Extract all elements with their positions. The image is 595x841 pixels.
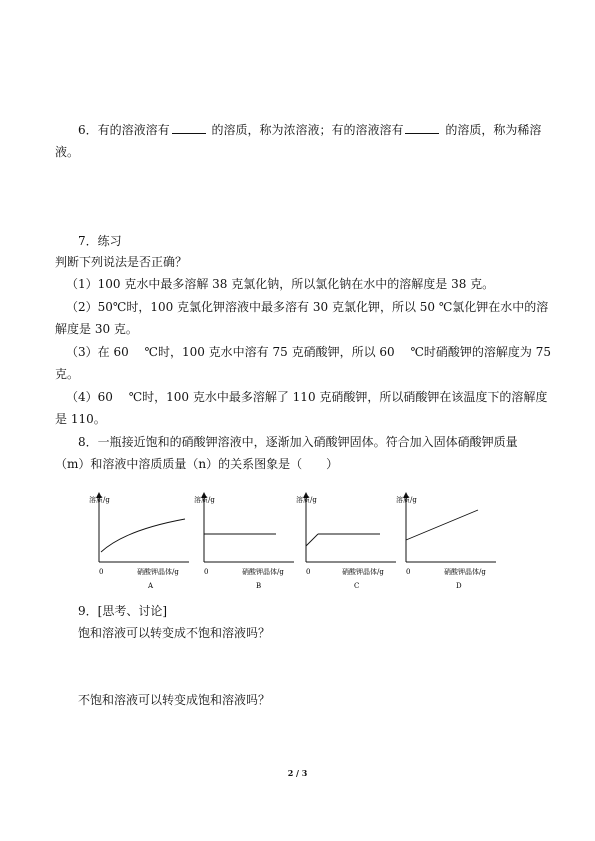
graph-a-origin: 0 bbox=[99, 568, 104, 576]
q8-line1: 8．一瓶接近饱和的硝酸钾溶液中，逐渐加入硝酸钾固体。符合加入固体硝酸钾质量 bbox=[78, 435, 518, 449]
graph-b-origin: 0 bbox=[204, 568, 209, 576]
graph-c-origin: 0 bbox=[306, 568, 311, 576]
q6-blank-1 bbox=[172, 122, 206, 134]
q7-statement-3a: （3）在 60 ℃时，100 克水中溶有 75 克硝酸钾，所以 60 ℃时硝酸钾的溶解度为 75 bbox=[66, 345, 551, 359]
q7-statement-4a: （4）60 ℃时，100 克水中最多溶解了 110 克硝酸钾，所以硝酸钾在该温度下的溶解度 bbox=[66, 390, 548, 404]
q7-statement-2b: 解度是 30 克。 bbox=[55, 322, 138, 336]
graph-b-xlabel: 硝酸钾晶体/g bbox=[242, 568, 284, 576]
graph-a-letter: A bbox=[148, 582, 154, 590]
q7-title: 7．练习 bbox=[78, 234, 122, 248]
graph-d-letter: D bbox=[456, 582, 462, 590]
graph-c-ylabel: 溶质/g bbox=[296, 496, 317, 504]
graph-d-ylabel: 溶质/g bbox=[396, 496, 417, 504]
q6-line1 bbox=[78, 122, 541, 138]
q7-statement-2a: （2）50℃时，100 克氯化钾溶液中最多溶有 30 克氯化钾，所以 50 ℃氯化钾在水中的溶 bbox=[66, 300, 549, 314]
q9-question-1: 饱和溶液可以转变成不饱和溶液吗？ bbox=[78, 626, 271, 640]
graph-d-xlabel: 硝酸钾晶体/g bbox=[444, 568, 486, 576]
graph-a-ylabel: 溶质/g bbox=[89, 496, 110, 504]
graph-b-letter: B bbox=[256, 582, 262, 590]
q7-statement-3b: 克。 bbox=[55, 367, 80, 381]
q6-blank-2 bbox=[405, 122, 439, 134]
graph-d-origin: 0 bbox=[406, 568, 411, 576]
graph-b bbox=[190, 490, 300, 594]
graph-c-letter: C bbox=[354, 582, 360, 590]
q7-statement-4b: 是 110。 bbox=[55, 412, 106, 426]
graph-a-xlabel: 硝酸钾晶体/g bbox=[137, 568, 179, 576]
q9-question-2: 不饱和溶液可以转变成饱和溶液吗？ bbox=[78, 693, 271, 707]
graph-c bbox=[292, 490, 402, 594]
q6-text-b: 的溶质，称为浓溶液；有的溶液溶有 bbox=[211, 123, 404, 137]
q9-title: 9．[思考、讨论] bbox=[78, 604, 167, 618]
q7-intro: 判断下列说法是否正确？ bbox=[55, 255, 188, 269]
q6-text-a: 6．有的溶液溶有 bbox=[78, 123, 170, 137]
graph-d bbox=[392, 490, 502, 594]
page-number: 2 / 3 bbox=[287, 768, 308, 778]
graph-b-ylabel: 溶质/g bbox=[194, 496, 215, 504]
graph-a bbox=[85, 490, 195, 594]
q7-statement-1: （1）100 克水中最多溶解 38 克氯化钠，所以氯化钠在水中的溶解度是 38 克。 bbox=[66, 277, 495, 291]
q6-text-c: 的溶质，称为稀溶 bbox=[445, 123, 542, 137]
q8-line2: （m）和溶液中溶质质量（n）的关系图象是（ ） bbox=[55, 457, 339, 471]
graph-c-xlabel: 硝酸钾晶体/g bbox=[342, 568, 384, 576]
q6-line2: 液。 bbox=[55, 145, 80, 159]
